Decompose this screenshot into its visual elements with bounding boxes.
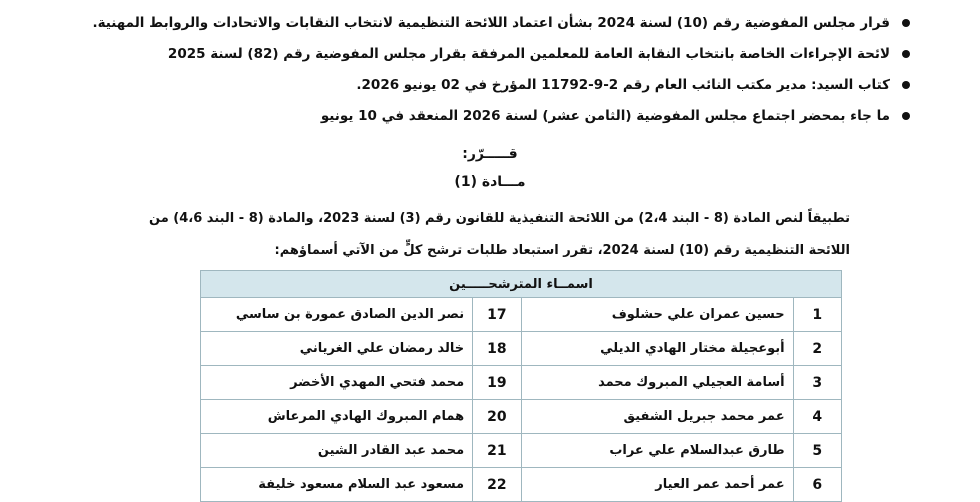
row-number: 18 (473, 332, 521, 366)
candidate-name: محمد عبد القادر الشين (201, 434, 473, 468)
candidate-name: طارق عبدالسلام علي عراب (521, 434, 793, 468)
article-text-line: اللائحة التنظيمية رقم (10) لسنة 2024، تقرر استبعاد طلبات ترشح كلٍّ من الآتي أسماؤهم: (274, 243, 850, 258)
candidate-name: أسامة العجيلي المبروك محمد (521, 366, 793, 400)
candidate-name: محمد فتحي المهدي الأخضر (201, 366, 473, 400)
table-header: اسمــاء المترشحـــــين (201, 271, 842, 298)
candidate-name: حسين عمران علي حشلوف (521, 298, 793, 332)
candidate-name: أبوعجيلة مختار الهادي الديلي (521, 332, 793, 366)
decision-heading: قـــــرّر: (462, 146, 518, 162)
table-row (201, 434, 842, 468)
preamble-item: كتاب السيد: مدير مكتب النائب العام رقم 2-9-11792 المؤرخ في 02 يونيو 2026. (60, 70, 910, 101)
candidates-table (200, 270, 842, 502)
article-heading: مـــادة (1) (454, 174, 526, 190)
article-text-line: تطبيقاً لنص المادة (8 - البند 2،4) من اللائحة التنفيذية للقانون رقم (3) لسنة 2023، والمادة (8 - البند 4،6) من (149, 211, 850, 226)
bullet-icon (902, 50, 910, 58)
table-row (201, 366, 842, 400)
row-number: 6 (793, 468, 841, 502)
row-number: 19 (473, 366, 521, 400)
row-number: 21 (473, 434, 521, 468)
preamble-item: لائحة الإجراءات الخاصة بانتخاب النقابة العامة للمعلمين المرفقة بقرار مجلس المفوضية رقم (82) لسنة 2025 (60, 39, 910, 70)
candidate-name: همام المبروك الهادي المرعاش (201, 400, 473, 434)
bullet-icon (902, 81, 910, 89)
row-number: 22 (473, 468, 521, 502)
preamble-item: ما جاء بمحضر اجتماع مجلس المفوضية (الثامن عشر) لسنة 2026 المنعقد في 10 يونيو (60, 101, 910, 132)
row-number: 1 (793, 298, 841, 332)
row-number: 3 (793, 366, 841, 400)
candidate-name: خالد رمضان علي الغرياني (201, 332, 473, 366)
table-row (201, 298, 842, 332)
bullet-icon (902, 112, 910, 120)
bullet-icon (902, 19, 910, 27)
candidate-name: عمر محمد جبريل الشفيق (521, 400, 793, 434)
preamble-item: قرار مجلس المفوضية رقم (10) لسنة 2024 بشأن اعتماد اللائحة التنظيمية لانتخاب النقابات والاتحادات والروابط المهنية. (60, 8, 910, 39)
row-number: 5 (793, 434, 841, 468)
row-number: 4 (793, 400, 841, 434)
table-row (201, 400, 842, 434)
preamble-list (60, 8, 910, 132)
candidate-name: مسعود عبد السلام مسعود خليفة (201, 468, 473, 502)
row-number: 17 (473, 298, 521, 332)
candidate-name: عمر أحمد عمر العيار (521, 468, 793, 502)
candidate-name: نصر الدين الصادق عمورة بن ساسي (201, 298, 473, 332)
table-header-row (201, 271, 842, 298)
table-row (201, 332, 842, 366)
table-row (201, 468, 842, 502)
row-number: 20 (473, 400, 521, 434)
row-number: 2 (793, 332, 841, 366)
